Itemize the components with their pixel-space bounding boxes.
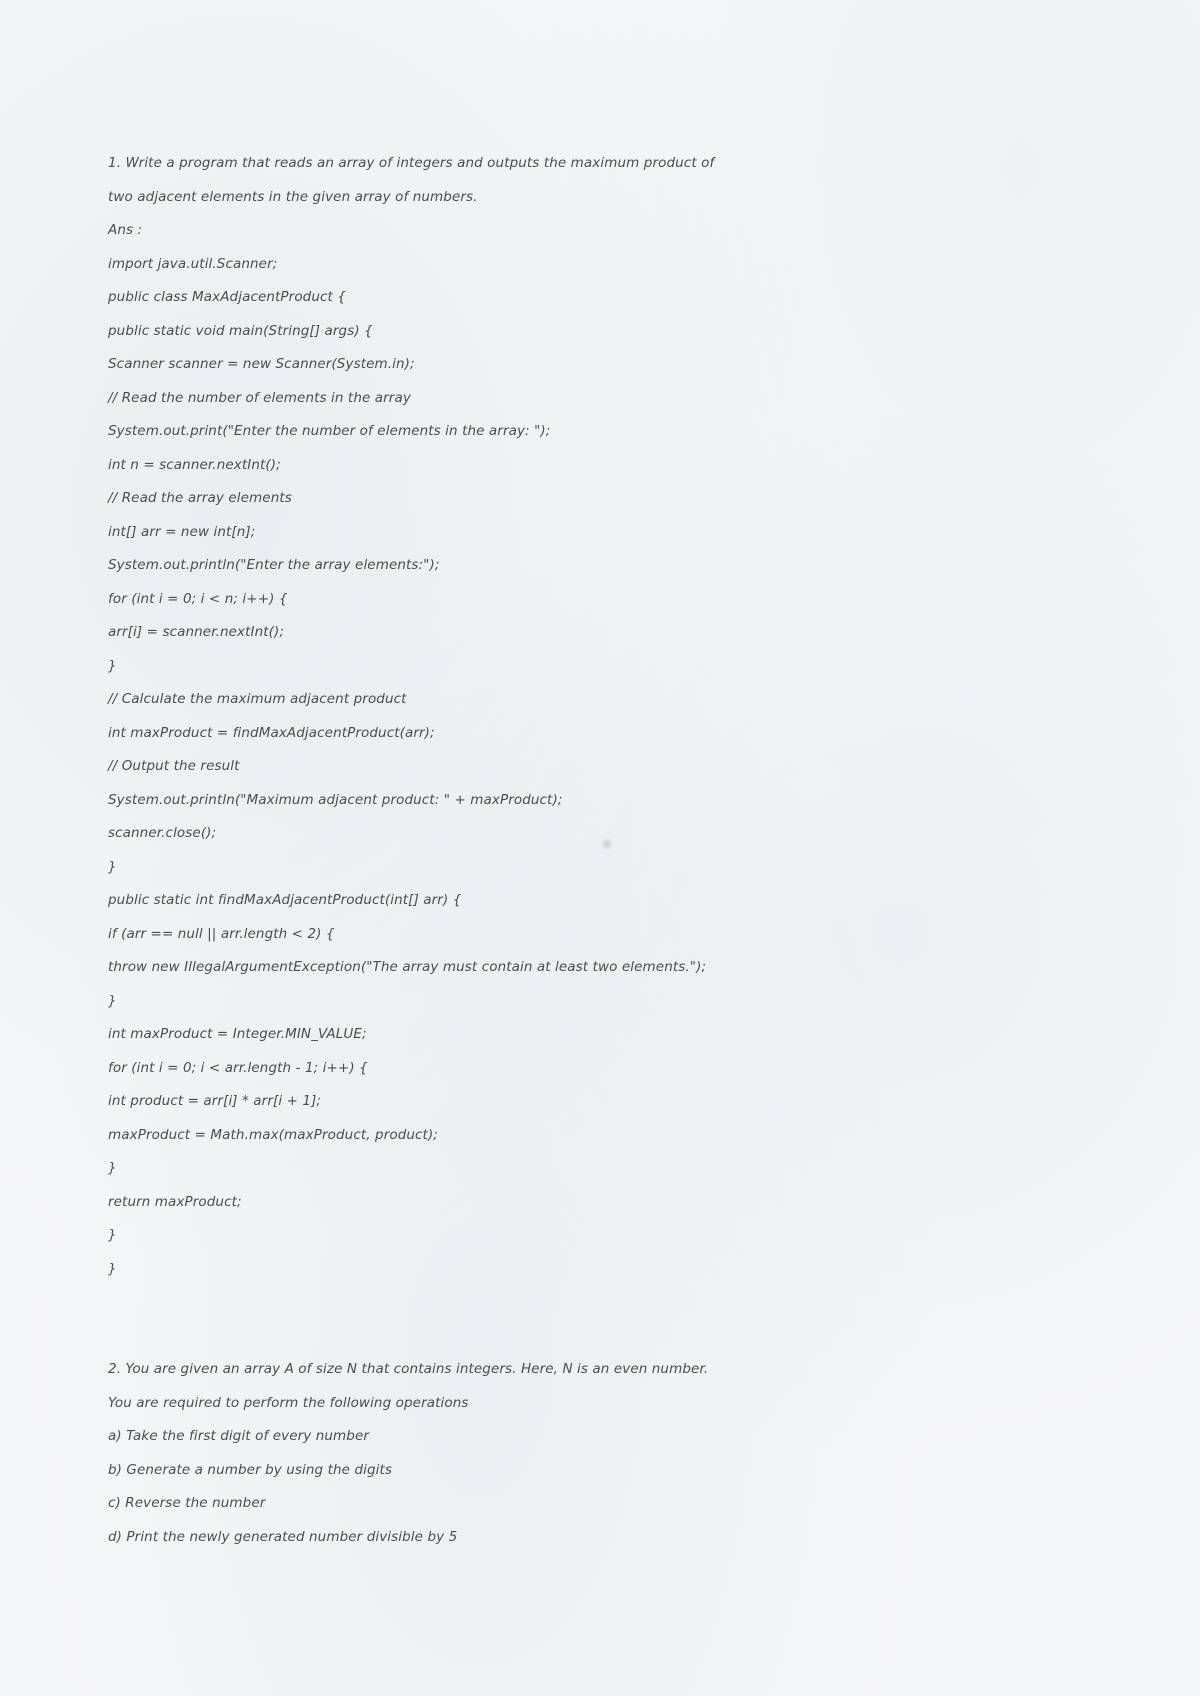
- code-line: System.out.println("Enter the array elements:");: [108, 557, 440, 573]
- code-line: }: [108, 657, 117, 674]
- code-line: int[] arr = new int[n];: [108, 523, 256, 540]
- code-line: // Output the result: [108, 758, 240, 774]
- code-line: public class MaxAdjacentProduct {: [108, 289, 347, 305]
- code-line: // Read the array elements: [108, 490, 292, 506]
- code-line: System.out.print("Enter the number of elements in the array: ");: [108, 423, 551, 439]
- q2-line: 2. You are given an array A of size N that contains integers. Here, N is an even number.: [108, 1361, 709, 1377]
- code-line: // Read the number of elements in the array: [108, 389, 411, 406]
- q2-line: d) Print the newly generated number divisible by 5: [108, 1528, 458, 1545]
- code-line: return maxProduct;: [108, 1193, 242, 1210]
- q2-line: b) Generate a number by using the digits: [108, 1461, 393, 1478]
- q2-line: a) Take the first digit of every number: [108, 1428, 370, 1444]
- code-line: // Calculate the maximum adjacent product: [108, 691, 407, 707]
- code-line: int product = arr[i] * arr[i + 1];: [108, 1093, 322, 1109]
- code-line: if (arr == null || arr.length < 2) {: [108, 925, 335, 942]
- code-line: }: [108, 858, 117, 875]
- code-line: maxProduct = Math.max(maxProduct, product);: [108, 1126, 438, 1143]
- code-line: public static void main(String[] args) {: [108, 322, 373, 339]
- code-line: }: [108, 992, 117, 1009]
- code-line: for (int i = 0; i < arr.length - 1; i++) {: [108, 1059, 368, 1076]
- q2-line: You are required to perform the following operations: [108, 1394, 469, 1411]
- code-line: import java.util.Scanner;: [108, 255, 278, 272]
- code-line: for (int i = 0; i < n; i++) {: [108, 590, 288, 607]
- question-2-block: [108, 1353, 988, 1554]
- code-line: int maxProduct = findMaxAdjacentProduct(arr);: [108, 724, 435, 741]
- code-line: }: [108, 1227, 117, 1243]
- code-line: arr[i] = scanner.nextInt();: [108, 624, 285, 640]
- question-1-block: [108, 147, 988, 1286]
- q1-line: Ans :: [108, 222, 143, 238]
- code-line: int maxProduct = Integer.MIN_VALUE;: [108, 1026, 367, 1042]
- code-line: }: [108, 1260, 117, 1277]
- q1-line: 1. Write a program that reads an array of integers and outputs the maximum product of: [108, 155, 715, 171]
- q1-line: two adjacent elements in the given array of numbers.: [108, 188, 478, 205]
- code-line: scanner.close();: [108, 825, 217, 841]
- code-line: throw new IllegalArgumentException("The array must contain at least two elements.");: [108, 959, 707, 975]
- code-line: }: [108, 1160, 117, 1176]
- code-line: public static int findMaxAdjacentProduct(int[] arr) {: [108, 892, 462, 908]
- code-line: int n = scanner.nextInt();: [108, 456, 281, 473]
- q2-line: c) Reverse the number: [108, 1495, 266, 1511]
- code-line: System.out.println("Maximum adjacent product: " + maxProduct);: [108, 791, 563, 808]
- code-line: Scanner scanner = new Scanner(System.in);: [108, 356, 415, 372]
